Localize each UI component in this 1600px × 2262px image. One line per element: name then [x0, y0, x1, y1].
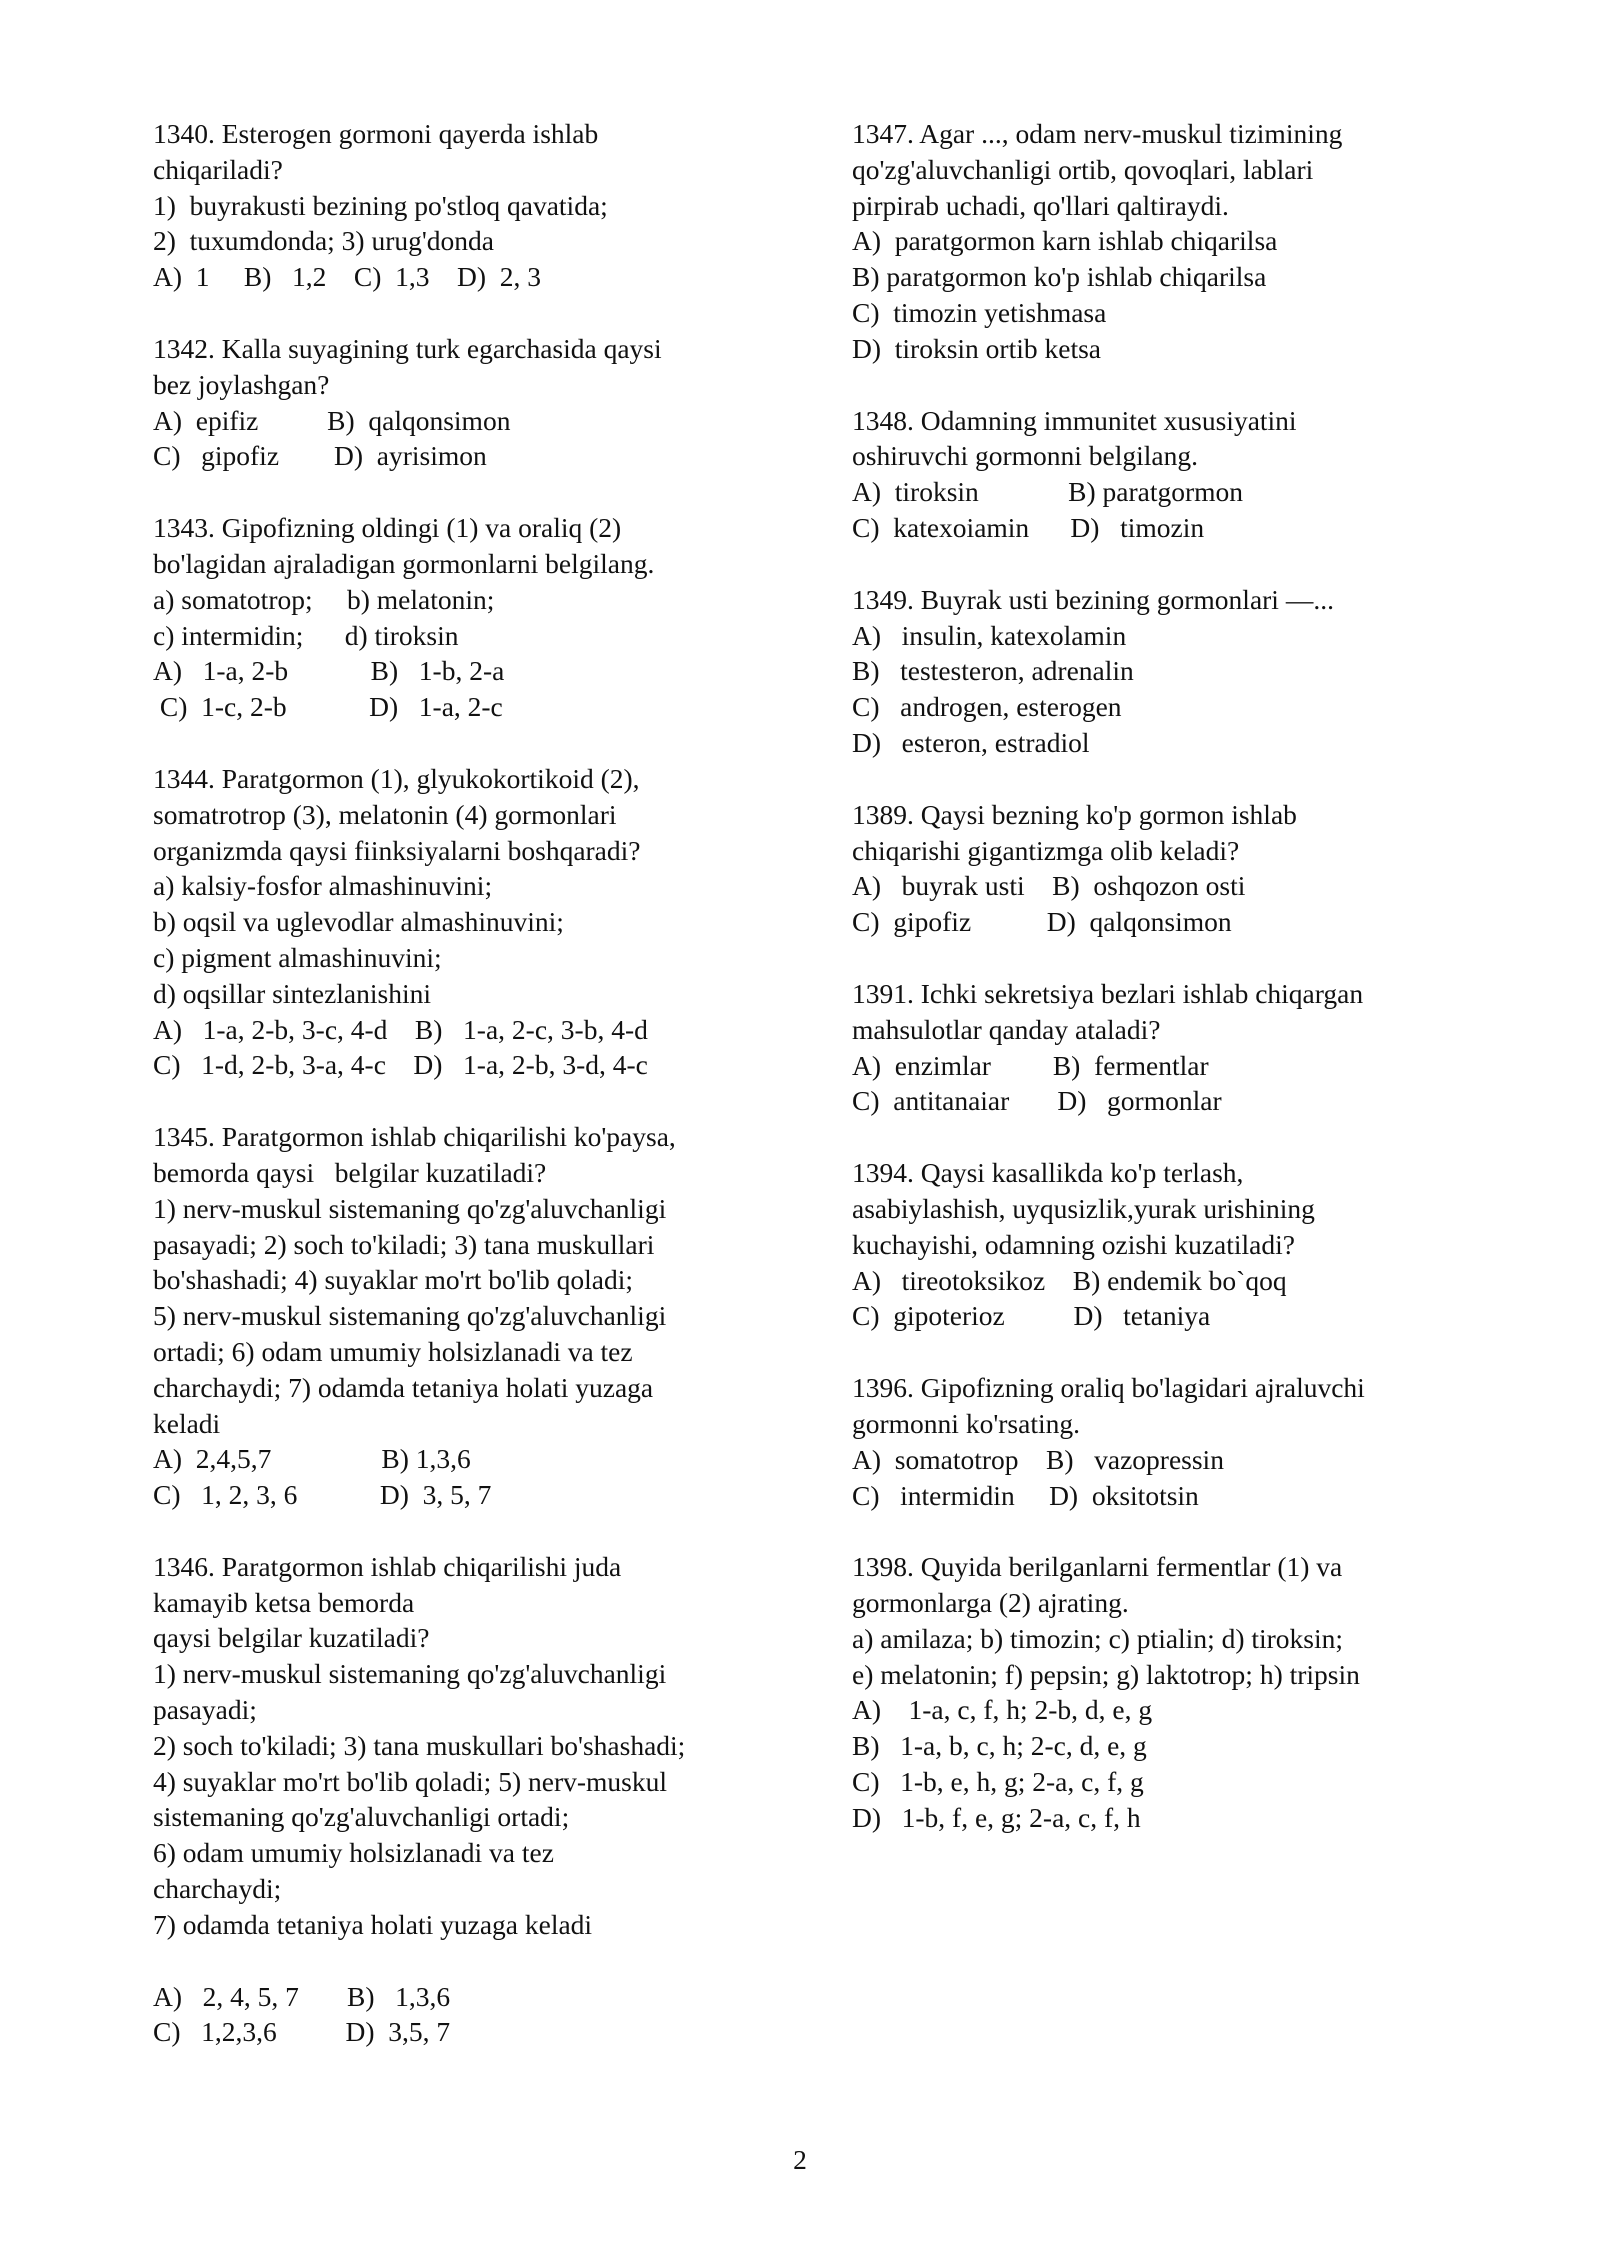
- question-line: a) amilaza; b) timozin; c) ptialin; d) tiroksin;: [852, 1622, 1344, 1654]
- question-line: C) 1, 2, 3, 6 D) 3, 5, 7: [153, 1479, 492, 1511]
- spacer: [153, 1943, 773, 1979]
- question-line: sistemaning qo'zg'aluvchanligi ortadi;: [153, 1801, 570, 1833]
- question-line: kuchayishi, odamning ozishi kuzatiladi?: [852, 1228, 1295, 1260]
- question-line: ortadi; 6) odam umumiy holsizlanadi va tez: [153, 1335, 633, 1367]
- question-line: 1) nerv-muskul sistemaning qo'zg'aluvchanligi: [153, 1192, 667, 1224]
- question-line: B) paratgormon ko'p ishlab chiqarilsa: [852, 261, 1267, 293]
- question-line: C) androgen, esterogen: [852, 691, 1122, 723]
- question-block: [852, 582, 1472, 761]
- question-line: 7) odamda tetaniya holati yuzaga keladi: [153, 1908, 593, 1940]
- question-line: chiqarishi gigantizmga olib keladi?: [852, 834, 1240, 866]
- question-line: charchaydi;: [153, 1873, 282, 1905]
- question-text: 1342. Kalla suyagining turk egarchasida qaysi: [153, 332, 662, 364]
- question-line: asabiylashish, uyqusizlik,yurak urishining: [852, 1192, 1315, 1224]
- question-line: C) 1,2,3,6 D) 3,5, 7: [153, 2016, 451, 2048]
- question-line: chiqariladi?: [153, 153, 283, 185]
- question-line: C) 1-d, 2-b, 3-a, 4-c D) 1-a, 2-b, 3-d, 4-c: [153, 1049, 648, 1081]
- question-text: 1347. Agar ..., odam nerv-muskul tizimining: [852, 118, 1343, 149]
- question-line: bez joylashgan?: [153, 368, 330, 400]
- question-block: [153, 1549, 773, 2050]
- question-line: kamayib ketsa bemorda: [153, 1586, 415, 1618]
- question-line: a) somatotrop; b) melatonin;: [153, 583, 495, 615]
- question-line: D) esteron, estradiol: [852, 726, 1090, 758]
- question-line: mahsulotlar qanday ataladi?: [852, 1013, 1161, 1045]
- question-line: C) gipofiz D) qalqonsimon: [852, 906, 1232, 938]
- question-text: 1391. Ichki sekretsiya bezlari ishlab chiqargan: [852, 977, 1364, 1009]
- question-block: [852, 1370, 1472, 1513]
- question-line: c) intermidin; d) tiroksin: [153, 619, 459, 651]
- question-text: 1340. Esterogen gormoni qayerda ishlab: [153, 118, 599, 149]
- question-text: 1348. Odamning immunitet xususiyatini: [852, 404, 1297, 436]
- question-line: A) insulin, katexolamin: [852, 619, 1127, 651]
- question-line: C) gipofiz D) ayrisimon: [153, 440, 487, 472]
- question-line: C) 1-b, e, h, g; 2-a, c, f, g: [852, 1766, 1144, 1798]
- question-line: 5) nerv-muskul sistemaning qo'zg'aluvchanligi: [153, 1300, 667, 1332]
- question-text: 1389. Qaysi bezning ko'p gormon ishlab: [852, 798, 1297, 830]
- question-line: C) antitanaiar D) gormonlar: [852, 1085, 1222, 1117]
- question-text: 1394. Qaysi kasallikda ko'p terlash,: [852, 1157, 1244, 1189]
- question-block: [153, 116, 773, 295]
- question-line: somatrotrop (3), melatonin (4) gormonlari: [153, 798, 617, 830]
- question-line: B) testesteron, adrenalin: [852, 655, 1134, 687]
- question-block: [852, 1549, 1472, 1835]
- question-block: [852, 797, 1472, 940]
- question-line: B) 1-a, b, c, h; 2-c, d, e, g: [852, 1730, 1147, 1762]
- question-line: 2) tuxumdonda; 3) urug'donda: [153, 225, 495, 257]
- question-block: [852, 403, 1472, 546]
- question-line: a) kalsiy-fosfor almashinuvini;: [153, 870, 493, 902]
- question-line: D) tiroksin ortib ketsa: [852, 332, 1101, 364]
- question-line: bemorda qaysi belgilar kuzatiladi?: [153, 1156, 547, 1188]
- question-line: bo'shashadi; 4) suyaklar mo'rt bo'lib qoladi;: [153, 1264, 634, 1296]
- question-block: [852, 976, 1472, 1119]
- question-block: [852, 1155, 1472, 1334]
- question-block: [153, 510, 773, 725]
- right-column: [852, 116, 1472, 1872]
- question-block: [153, 331, 773, 474]
- left-column: [153, 116, 773, 2086]
- question-line: 1) buyrakusti bezining po'stloq qavatida;: [153, 189, 608, 221]
- question-line: A) 1-a, c, f, h; 2-b, d, e, g: [852, 1694, 1153, 1726]
- question-line: charchaydi; 7) odamda tetaniya holati yuzaga: [153, 1371, 654, 1403]
- question-line: C) katexoiamin D) timozin: [852, 511, 1205, 543]
- question-line: A) 2, 4, 5, 7 B) 1,3,6: [153, 1980, 451, 2012]
- question-line: A) 1-a, 2-b, 3-c, 4-d B) 1-a, 2-c, 3-b, 4-d: [153, 1013, 648, 1045]
- question-line: e) melatonin; f) pepsin; g) laktotrop; h) tripsin: [852, 1658, 1360, 1690]
- question-line: 6) odam umumiy holsizlanadi va tez: [153, 1837, 554, 1869]
- question-line: A) paratgormon karn ishlab chiqarilsa: [852, 225, 1278, 257]
- question-line: c) pigment almashinuvini;: [153, 941, 442, 973]
- question-line: keladi: [153, 1407, 221, 1439]
- question-line: A) enzimlar B) fermentlar: [852, 1049, 1209, 1081]
- page-number: 2: [793, 2144, 807, 2175]
- question-line: A) buyrak usti B) oshqozon osti: [852, 870, 1246, 902]
- question-text: 1349. Buyrak usti bezining gormonlari —...: [852, 583, 1334, 615]
- question-line: 2) soch to'kiladi; 3) tana muskullari bo'shashadi;: [153, 1729, 686, 1761]
- question-line: pasayadi; 2) soch to'kiladi; 3) tana muskullari: [153, 1228, 655, 1260]
- question-text: 1396. Gipofizning oraliq bo'lagidari ajraluvchi: [852, 1372, 1365, 1404]
- question-line: gormonni ko'rsating.: [852, 1407, 1080, 1439]
- question-block: [852, 116, 1472, 367]
- question-text: 1343. Gipofizning oldingi (1) va oraliq (2): [153, 512, 622, 544]
- question-line: A) 1 B) 1,2 C) 1,3 D) 2, 3: [153, 261, 542, 293]
- question-line: A) 2,4,5,7 B) 1,3,6: [153, 1443, 471, 1475]
- question-line: gormonlarga (2) ajrating.: [852, 1587, 1129, 1619]
- question-line: A) 1-a, 2-b B) 1-b, 2-a: [153, 655, 505, 687]
- question-line: 4) suyaklar mo'rt bo'lib qoladi; 5) nerv-muskul: [153, 1765, 667, 1797]
- question-line: A) somatotrop B) vazopressin: [852, 1443, 1224, 1475]
- question-text: 1398. Quyida berilganlarni fermentlar (1) va: [852, 1551, 1343, 1583]
- question-text: 1346. Paratgormon ishlab chiqarilishi juda: [153, 1550, 622, 1582]
- question-line: A) tiroksin B) paratgormon: [852, 476, 1244, 508]
- question-line: d) oqsillar sintezlanishini: [153, 977, 432, 1009]
- question-line: pasayadi;: [153, 1694, 257, 1726]
- question-line: D) 1-b, f, e, g; 2-a, c, f, h: [852, 1801, 1141, 1833]
- question-line: organizmda qaysi fiinksiyalarni boshqaradi?: [153, 834, 641, 866]
- question-line: C) 1-c, 2-b D) 1-a, 2-c: [153, 691, 503, 723]
- question-line: pirpirab uchadi, qo'llari qaltiraydi.: [852, 189, 1229, 221]
- question-line: bo'lagidan ajraladigan gormonlarni belgilang.: [153, 547, 655, 579]
- question-line: qaysi belgilar kuzatiladi?: [153, 1622, 430, 1654]
- question-line: A) epifiz B) qalqonsimon: [153, 404, 511, 436]
- question-block: [153, 1119, 773, 1513]
- question-line: C) timozin yetishmasa: [852, 296, 1107, 328]
- question-line: oshiruvchi gormonni belgilang.: [852, 440, 1198, 472]
- question-line: qo'zg'aluvchanligi ortib, qovoqlari, lablari: [852, 153, 1314, 185]
- question-line: C) gipoterioz D) tetaniya: [852, 1300, 1211, 1332]
- question-line: C) intermidin D) oksitotsin: [852, 1479, 1199, 1511]
- question-text: 1345. Paratgormon ishlab chiqarilishi ko'paysa,: [153, 1121, 676, 1153]
- question-line: A) tireotoksikoz B) endemik bo`qoq: [852, 1264, 1287, 1296]
- question-text: 1344. Paratgormon (1), glyukokortikoid (2),: [153, 762, 640, 794]
- question-line: b) oqsil va uglevodlar almashinuvini;: [153, 906, 564, 938]
- question-line: 1) nerv-muskul sistemaning qo'zg'aluvchanligi: [153, 1658, 667, 1690]
- question-block: [153, 761, 773, 1083]
